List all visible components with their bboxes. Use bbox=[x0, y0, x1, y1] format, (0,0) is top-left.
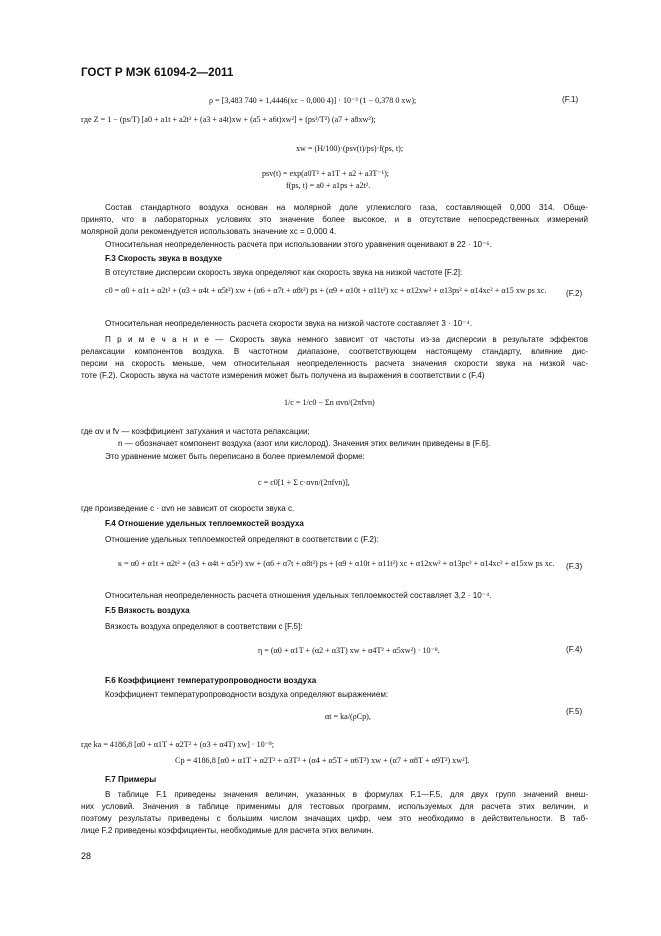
equation-f2: c0 = α0 + α1t + α2t² + (α3 + α4t + α5t²) xw + (α6 + α7t + α8t²) ps + (α9 + α10t + α11t²) xc + α12xw² + α13ps² + α14xc² + α15 xw ps xc. bbox=[105, 286, 547, 295]
paragraph-co2-line-2: принято, что в лабораторных условиях это значение более высокое, и в отсутствие непосредственных измерений bbox=[81, 215, 588, 224]
equation-f3: κ = α0 + α1t + α2t² + (α3 + α4t + α5t²) xw + (α6 + α7t + α8t²) ps + (α9 + α10t + α11t²) xc + α12xw² + α13pc² + α14xc² + α15xw ps xc. bbox=[118, 559, 555, 568]
equation-f2-number: (F.2) bbox=[566, 289, 583, 298]
paragraph-f6-intro: Коэффициент температуропроводности воздуха определяют выражением: bbox=[105, 690, 389, 699]
equation-ka-definition: где ka = 4186,8 [α0 + α1T + α2T² + (α3 + α4T) xw] · 10⁻⁸; bbox=[81, 740, 275, 749]
section-heading-f4: F.4 Отношение удельных теплоемкостей воздуха bbox=[105, 519, 304, 528]
paragraph-product: где произведение c · αvn не зависит от скорости звука c. bbox=[81, 504, 295, 513]
where-line-1: где αv и fv — коэффициент затухания и частота релаксации; bbox=[81, 427, 310, 436]
equation-f5: αt = ka/(ρCp), bbox=[325, 712, 371, 721]
section-heading-f7: F.7 Примеры bbox=[105, 775, 157, 784]
paragraph-co2-line-1: Состав стандартного воздуха основан на молярной доле углекислого газа, составляющей 0,000 314. Обще- bbox=[105, 203, 588, 212]
equation-f3-number: (F.3) bbox=[566, 562, 583, 571]
page-number: 28 bbox=[81, 851, 92, 861]
paragraph-examples-line-2: них условий. Значения в таблице применимы для тестовых программ, используемых для расчета этих величин, и bbox=[81, 802, 588, 811]
equation-psv-definition: psv(t) = exp(a0T² + a1T + a2 + a3T⁻¹); bbox=[262, 169, 390, 178]
equation-f-definition: f(ps, t) = a0 + a1ps + a2t². bbox=[286, 181, 371, 190]
standard-header: ГОСТ Р МЭК 61094-2—2011 bbox=[81, 66, 234, 79]
section-heading-f5: F.5 Вязкость воздуха bbox=[105, 606, 190, 615]
paragraph-f5-intro: Вязкость воздуха определяют в соответствии с [F.5]: bbox=[105, 622, 303, 631]
equation-f1-number: (F.1) bbox=[562, 95, 579, 104]
paragraph-examples-line-3: поэтому результаты приведены с большим числом значащих цифр, чем это необходимо в действительности. В таб- bbox=[81, 814, 588, 823]
note-line-3: персии на скорость меньше, чем относительная неопределенность расчета значения скорости звука на низкой час- bbox=[81, 359, 588, 368]
paragraph-uncertainty-2: Относительная неопределенность расчета скорости звука на низкой частоте составляет 3 · 10⁻⁴. bbox=[105, 319, 473, 328]
paragraph-examples-line-4: лице F.2 приведены коэффициенты, необходимые для расчета этих величин. bbox=[81, 826, 374, 835]
equation-f1: ρ = [3,483 740 + 1,4446(xc − 0,000 4)] · 10⁻³ (1 − 0,378 0 xw); bbox=[209, 96, 417, 105]
paragraph-uncertainty-3: Относительная неопределенность расчета отношения удельных теплоемкостей составляет 3,2 · 10⁻⁴. bbox=[105, 591, 492, 600]
note-line-1: П р и м е ч а н и е — Скорость звука немного зависит от частоты из-за дисперсии в результате эффектов bbox=[105, 335, 588, 344]
paragraph-f3-intro: В отсутствие дисперсии скорость звука определяют как скорость звука на низкой частоте [F.2]: bbox=[105, 268, 463, 277]
paragraph-f4-intro: Отношение удельных теплоемкостей определяют в соответствии с (F.2): bbox=[105, 535, 379, 544]
equation-f4: η = (α0 + α1T + (α2 + α3T) xw + α4T² + α5xw²) · 10⁻⁸. bbox=[258, 646, 440, 655]
equation-f5-number: (F.5) bbox=[566, 707, 583, 716]
equation-f4-number: (F.4) bbox=[566, 645, 583, 654]
paragraph-uncertainty-1: Относительная неопределенность расчета при использовании этого уравнения оценивают в 22 · 10⁻⁶. bbox=[105, 240, 492, 249]
equation-relaxation: 1/c = 1/c0 − Σn αvn/(2πfvn) bbox=[284, 398, 375, 407]
where-line-2: n — обозначает компонент воздуха (азот или кислород). Значения этих величин приведены в [F.6]. bbox=[118, 439, 491, 448]
equation-z-definition: где Z = 1 − (ps/T) [a0 + a1t + a2t² + (a3 + a4t)xw + (a5 + a6t)xw²] + (ps²/T²) (a7 + a8xw²); bbox=[81, 115, 376, 124]
equation-c-relaxation: c = c0[1 + Σ c·αvn/(2πfvn)], bbox=[258, 478, 350, 487]
section-heading-f6: F.6 Коэффициент температуропроводности воздуха bbox=[105, 676, 317, 685]
equation-cp-definition: Cp = 4186,8 [α0 + α1T + α2T² + α3T³ + (α4 + α5T + α6T²) xw + (α7 + α8T + α9T²) xw²]. bbox=[175, 756, 470, 765]
note-line-2: релаксации компонентов воздуха. В частотном диапазоне, соответствующем настоящему стандарту, влияние дис- bbox=[81, 347, 588, 356]
paragraph-rewrite: Это уравнение может быть переписано в более приемлемой форме: bbox=[105, 452, 365, 461]
paragraph-examples-line-1: В таблице F.1 приведены значения величин, указанных в формулах F.1—F.5, для двух групп значений внеш- bbox=[105, 790, 588, 799]
paragraph-co2-line-3: молярной доли рекомендуется использовать значение xc = 0,000 4. bbox=[81, 227, 337, 236]
equation-xw-definition: xw = (H/100)·(psv(t)/ps)·f(ps, t); bbox=[296, 144, 404, 153]
note-line-4: тоте (F.2). Скорость звука на частоте измерения может быть получена из выражения в соответствии с (F.4) bbox=[81, 371, 485, 380]
section-heading-f3: F.3 Скорость звука в воздухе bbox=[105, 254, 222, 263]
